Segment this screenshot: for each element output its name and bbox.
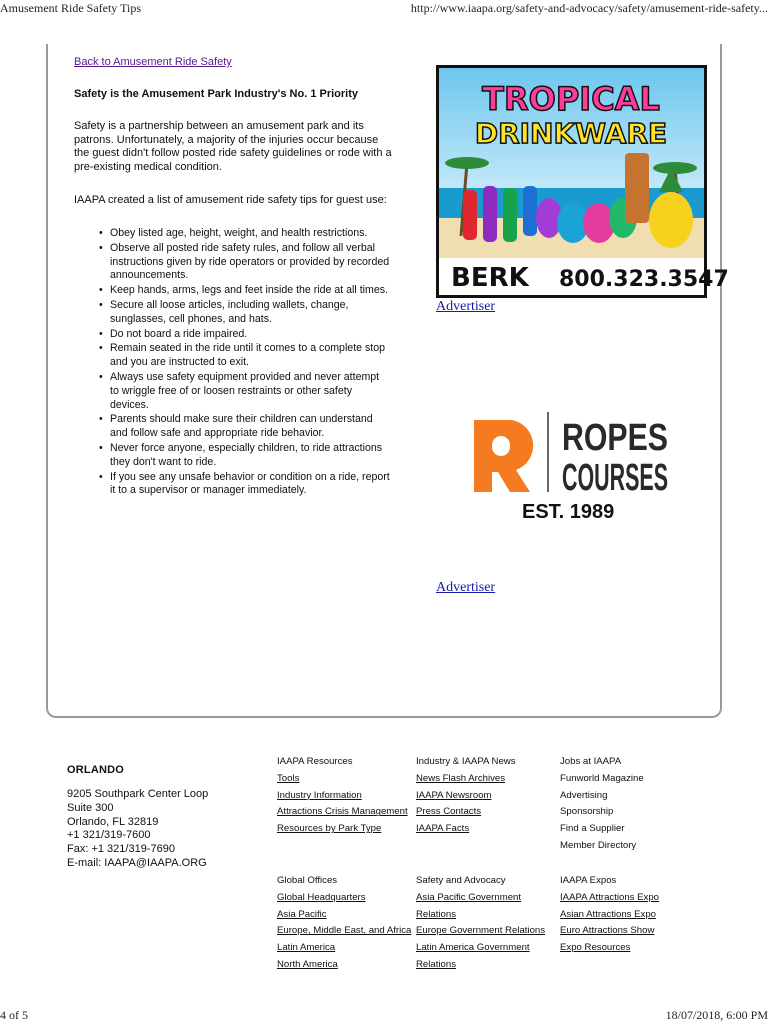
list-item: • Keep hands, arms, legs and feet inside the ride at all times. [98,284,390,298]
footer-item-funworld[interactable]: Funworld Magazine [560,772,644,784]
ad1-line2: DRINKWARE [474,117,668,150]
ad1-phone: 800.323.3547 [559,267,729,292]
footer-link-tools[interactable]: Tools [277,772,300,784]
footer-link-emea[interactable]: Europe, Middle East, and Africa [277,925,412,937]
footer-col-safety-advocacy [416,873,545,974]
footer-link-iaapa-facts[interactable]: IAAPA Facts [416,823,470,835]
ropes-logo-icon [474,420,533,492]
list-item: • Obey listed age, height, weight, and health restrictions. [98,227,390,241]
list-item: • Observe all posted ride safety rules, and follow all verbal instructions given by ride operators or provided by recorded announcements. [98,242,390,283]
address-line: Orlando, FL 32819 [67,815,159,828]
ad2-est: EST. 1989 [522,501,615,523]
footer-col-heading: Global Offices [277,875,338,886]
list-item: • Always use safety equipment provided and never attempt to wriggle free of or loosen restraints or other safety devices. [98,371,390,412]
list-item: • Do not board a ride impaired. [98,328,390,342]
list-item: • If you see any unsafe behavior or condition on a ride, report it to a supervisor or manager immediately. [98,471,390,499]
footer-col-resources [277,754,408,838]
footer-col-heading: IAAPA Expos [560,875,617,886]
list-item: • Parents should make sure their children can understand and follow safe and appropriate ride behavior. [98,413,390,441]
footer-item-find-supplier[interactable]: Find a Supplier [560,823,625,835]
footer-link-industry-information[interactable]: Industry Information [277,789,362,801]
address-line: 9205 Southpark Center Loop [67,788,209,800]
footer-link-press-contacts[interactable]: Press Contacts [416,806,482,818]
footer-item-sponsorship[interactable]: Sponsorship [560,806,614,818]
footer-col-news [416,754,516,838]
tips-intro-paragraph: IAAPA created a list of amusement ride safety tips for guest use: [74,194,387,206]
office-name: ORLANDO [67,764,125,776]
footer-link-euro-show[interactable]: Euro Attractions Show [560,925,655,937]
email-line: E-mail: IAAPA@IAAPA.ORG [67,856,207,869]
print-footer [0,1006,768,1024]
back-link[interactable]: Back to Amusement Ride Safety [74,56,232,68]
print-timestamp: 18/07/2018, 6:00 PM [665,1008,768,1022]
footer-link-latin-america-gov-cont[interactable]: Relations [416,958,456,970]
print-header [0,0,768,18]
footer-link-expo-resources[interactable]: Expo Resources [560,942,631,954]
footer-link-asia-pacific-gov-cont[interactable]: Relations [416,908,456,920]
footer-link-latin-america[interactable]: Latin America [277,942,336,954]
intro-paragraph: Safety is a partnership between an amusement park and its patrons. Unfortunately, a majority of the injuries occur because the guest didn't follow posted ride safety guidelines or rode with a pre-existing medical condition. [74,120,392,173]
address-line: Suite 300 [67,801,114,814]
advertiser-link-2[interactable]: Advertiser [436,580,496,595]
ad1-brand: BERK [451,263,529,293]
office-address [67,788,208,871]
footer-link-global-hq[interactable]: Global Headquarters [277,891,366,903]
safety-tips-list [98,227,390,499]
footer-link-newsroom[interactable]: IAAPA Newsroom [416,789,492,801]
tropical-drinkware-ad[interactable] [436,65,729,298]
tropical-drinkware-ad-art [439,68,729,295]
phone-line: +1 321/319-7600 [67,829,151,842]
article-heading: Safety is the Amusement Park Industry's No. 1 Priority [74,88,359,100]
ad2-line2: COURSES [562,457,668,499]
ad2-line1: ROPES [562,417,668,459]
footer-col-heading: Industry & IAAPA News [416,756,516,767]
ropes-courses-ad-art [468,406,674,526]
footer-item-advertising[interactable]: Advertising [560,789,608,801]
footer-col-expos [560,873,659,957]
footer-col-heading: Jobs at IAAPA [560,756,622,767]
ropes-courses-ad[interactable] [468,406,674,526]
footer-link-asia-pacific-gov[interactable]: Asia Pacific Government [416,891,522,903]
footer-item-member-directory[interactable]: Member Directory [560,839,637,851]
footer-col-jobs [560,754,644,855]
footer-link-north-america[interactable]: North America [277,958,338,970]
footer-col-heading: Safety and Advocacy [416,875,506,886]
list-item: • Never force anyone, especially children, to ride attractions they don't want to ride. [98,442,390,470]
fax-line: Fax: +1 321/319-7690 [67,843,175,856]
site-footer [0,750,768,990]
ad1-line1: TROPICAL [482,80,660,118]
print-page-url: http://www.iaapa.org/safety-and-advocacy/safety/amusement-ride-safety... [410,1,768,15]
footer-link-asian-expo[interactable]: Asian Attractions Expo [560,908,656,920]
footer-link-resources-by-park[interactable]: Resources by Park Type [277,823,382,835]
footer-link-latin-america-gov[interactable]: Latin America Government [416,942,530,954]
footer-col-global-offices [277,873,411,974]
list-item: • Remain seated in the ride until it comes to a complete stop and you are instructed to exit. [98,342,390,370]
advertiser-link-1[interactable]: Advertiser [436,299,496,314]
footer-link-news-flash[interactable]: News Flash Archives [416,772,506,784]
footer-link-europe-gov[interactable]: Europe Government Relations [416,925,546,937]
page-number: 4 of 5 [0,1008,28,1022]
footer-link-asia-pacific[interactable]: Asia Pacific [277,908,327,920]
footer-link-crisis-management[interactable]: Attractions Crisis Management [277,806,408,818]
print-page-title: Amusement Ride Safety Tips [0,1,142,15]
footer-link-attractions-expo[interactable]: IAAPA Attractions Expo [560,891,660,903]
list-item: • Secure all loose articles, including wallets, change, sunglasses, cell phones, and hats. [98,299,390,327]
footer-col-heading: IAAPA Resources [277,756,353,767]
